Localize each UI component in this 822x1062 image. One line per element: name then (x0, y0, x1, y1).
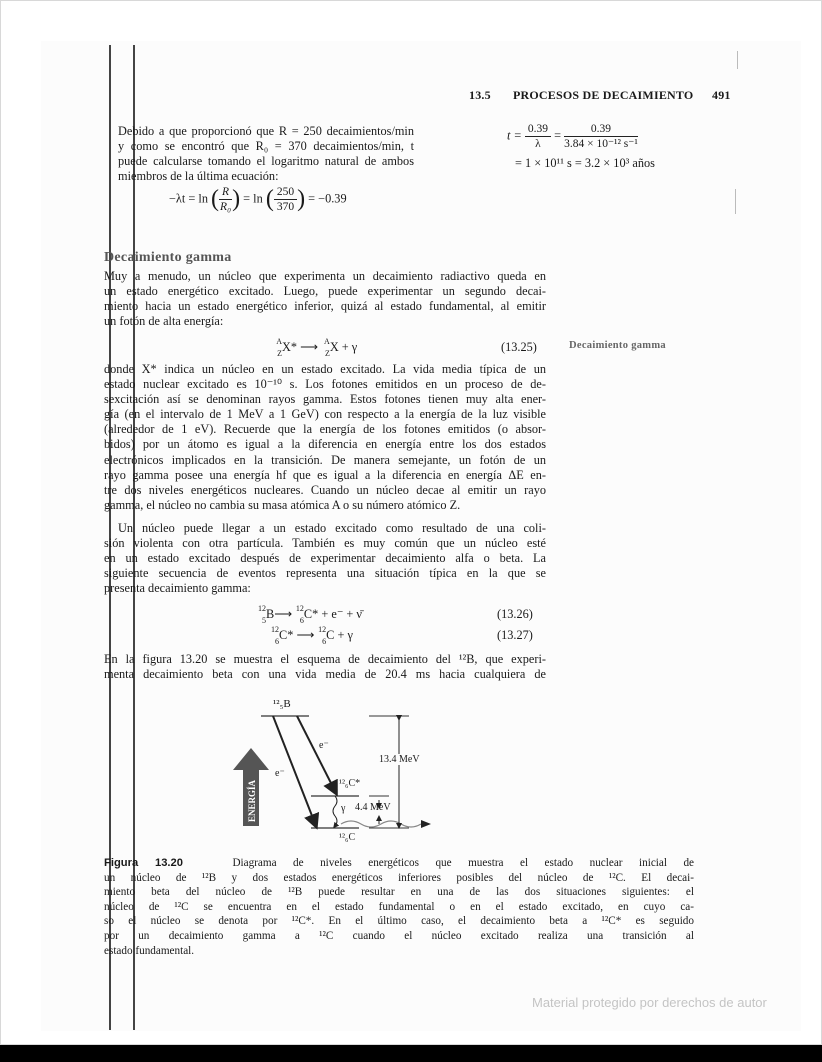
paragraph (104, 362, 546, 513)
paragraph (104, 652, 546, 682)
text-line: tre dos niveles energéticos nucleares. Cuando un núcleo decae al emitir un rayo (104, 482, 546, 497)
equation-t-result: = 1 × 10¹¹ s = 3.2 × 10³ años (515, 156, 655, 170)
text-line: miento beta del núcleo de ¹²B puede resultar en una de las dos situaciones siguientes: el (104, 886, 694, 899)
text-line: so el núcleo se denota por ¹²C*. En el último caso, el decaimiento beta a ¹²C* es seguido (104, 915, 694, 928)
equation-number: (13.27) (497, 628, 533, 642)
section-heading: PROCESOS DE DECAIMIENTO (513, 88, 694, 102)
section-title: Decaimiento gamma (104, 250, 232, 265)
equation-number: (13.25) (501, 340, 537, 354)
right-edge-mark (737, 51, 738, 69)
equation-13-27: 12 6 C* ⟶ 12 6 C + γ (271, 625, 353, 646)
text-line: un fotón de alta energía: (104, 314, 224, 329)
equation-t: t = $\frac{0.39}{\lambda}$ = $\frac{0.39}{\text{3.84 × 10⁻¹² s⁻¹}}$ (507, 123, 638, 150)
text-line: Muy a menudo, un núcleo que experimenta un decaimiento radiactivo queda en (104, 269, 546, 283)
text-line: puede calcularse tomando el logaritmo natural de ambos (118, 154, 414, 169)
fraction: $\frac{R}{\text{R₀}}$ (220, 186, 232, 213)
text-line: y como se encontró que R₀ = 370 decaimientos/min, t (118, 139, 414, 154)
text-line: sión violenta con otra partícula. También es muy común que un núcleo esté (104, 536, 546, 551)
paragraph (104, 269, 546, 329)
text-line: bidos) por un átomo es igual a la diferencia en energía entre los dos estados (104, 437, 546, 452)
eq-lhs: −λt = ln (169, 191, 208, 206)
text-line: donde X* indica un núcleo en un estado excitado. La vida media típica de un (104, 362, 546, 376)
section-number: 13.5 (469, 88, 491, 102)
equation-ln: −λt = ln ( $\frac{R}{\text{R₀}}$ ) = ln ( $\frac{250}{370}$ ) = −0.39 (169, 186, 347, 213)
text-line: por un decaimiento gamma a ¹²C cuando el núcleo excitado realiza una transición al (104, 929, 694, 942)
paragraph (104, 521, 546, 596)
text-line: miembros de la última ecuación: (118, 169, 279, 184)
text-line: un núcleo de ¹²B y dos estados energéticos inferiores posibles del núcleo de ¹²C. El decai- (104, 871, 694, 884)
intro-paragraph (118, 124, 414, 184)
text-line: Figura 13.20 Diagrama de niveles energéticos que muestra el estado nuclear inicial de (104, 857, 695, 869)
text-line: rayo gamma posee una energía hf que es igual a la diferencia en energía ΔE en- (104, 467, 546, 482)
eq-mid: = ln (243, 191, 263, 206)
label-12C-star: ¹²₆C* (339, 778, 361, 789)
energy-level-diagram (231, 696, 471, 861)
fraction: $\frac{0.39}{\text{3.84 × 10⁻¹² s⁻¹}}$ (564, 123, 638, 150)
label-4.4-mev: 4.4 MeV (355, 802, 391, 813)
margin-note: Decaimiento gamma (569, 340, 666, 351)
text-line: sexcitación así se denominan rayos gamma. Estos fotones tienen muy alta ener- (104, 392, 546, 407)
text-line: miento hacia un estado energético inferior, quizá al estado fundamental, al emitir (104, 299, 546, 314)
text-line: estado fundamental. (104, 944, 195, 957)
label-gamma: γ (341, 803, 346, 814)
text-line: presenta decaimiento gamma: (104, 581, 251, 596)
svg-text:ENERGÍA: ENERGÍA (247, 779, 257, 822)
label-e-minus-2: e⁻ (275, 768, 285, 779)
text-line: núcleo de ¹²C se encuentra en el estado fundamental o en el estado excitado, en cuyo ca- (104, 900, 694, 913)
text-line: siguiente secuencia de eventos representa una situación típica en la que se (104, 566, 546, 581)
text-line: en un estado excitado después de experimentar decaimiento alfa o beta. La (104, 551, 546, 566)
text-line: gamma, el núcleo no cambia su masa atómica A o su número atómico Z. (104, 497, 461, 512)
text-line: Debido a que proporcionó que R = 250 decaimientos/min (118, 124, 414, 138)
text-line: gía (en el intervalo de 1 MeV a 1 GeV) con respecto a la energía de la luz visible (104, 407, 546, 422)
eq-rhs: = −0.39 (308, 191, 347, 206)
copyright-watermark: Material protegido por derechos de autor (532, 995, 767, 1010)
figure-caption (104, 856, 694, 958)
figure-label: Figura 13.20 (104, 857, 183, 869)
text-line: En la figura 13.20 se muestra el esquema de decaimiento del ¹²B, que experi- (104, 652, 546, 666)
text-line: estado nuclear excitado es 10⁻¹⁰ s. Los fotones emitidos en un proceso de de- (104, 377, 546, 392)
label-12B: ¹²₅B (273, 698, 291, 710)
fraction: $\frac{0.39}{\lambda}$ (525, 122, 551, 151)
text-line: (alrededor de 1 eV). Recuerde que la energía de los fotones emitidos (o absor- (104, 422, 546, 437)
equation-13-26: 12 5 B⟶ 12 6 C* + e⁻ + ν̄ (258, 604, 362, 625)
page-number: 491 (712, 88, 731, 102)
equation-13-25: A Z X* ⟶ A Z X + γ (276, 337, 358, 358)
fraction: $\frac{250}{370}$ (274, 185, 297, 214)
label-12C: ¹²₆C (339, 832, 356, 843)
label-13.4-mev: 13.4 MeV (379, 754, 420, 765)
bottom-black-bar (0, 1045, 822, 1062)
equation-number: (13.26) (497, 607, 533, 621)
right-edge-mark-2 (735, 189, 736, 214)
label-e-minus-1: e⁻ (319, 740, 329, 751)
text-line: menta decaimiento beta con una vida media de 20.4 ms hacia cualquiera de (104, 667, 546, 682)
text-line: un estado energético excitado. Luego, puede experimentar un segundo decai- (104, 284, 546, 299)
text-line: Un núcleo puede llegar a un estado excitado como resultado de una coli- (118, 521, 546, 535)
text-line: electrónicos implicados en la transición. De manera semejante, un fotón de un (104, 452, 546, 467)
